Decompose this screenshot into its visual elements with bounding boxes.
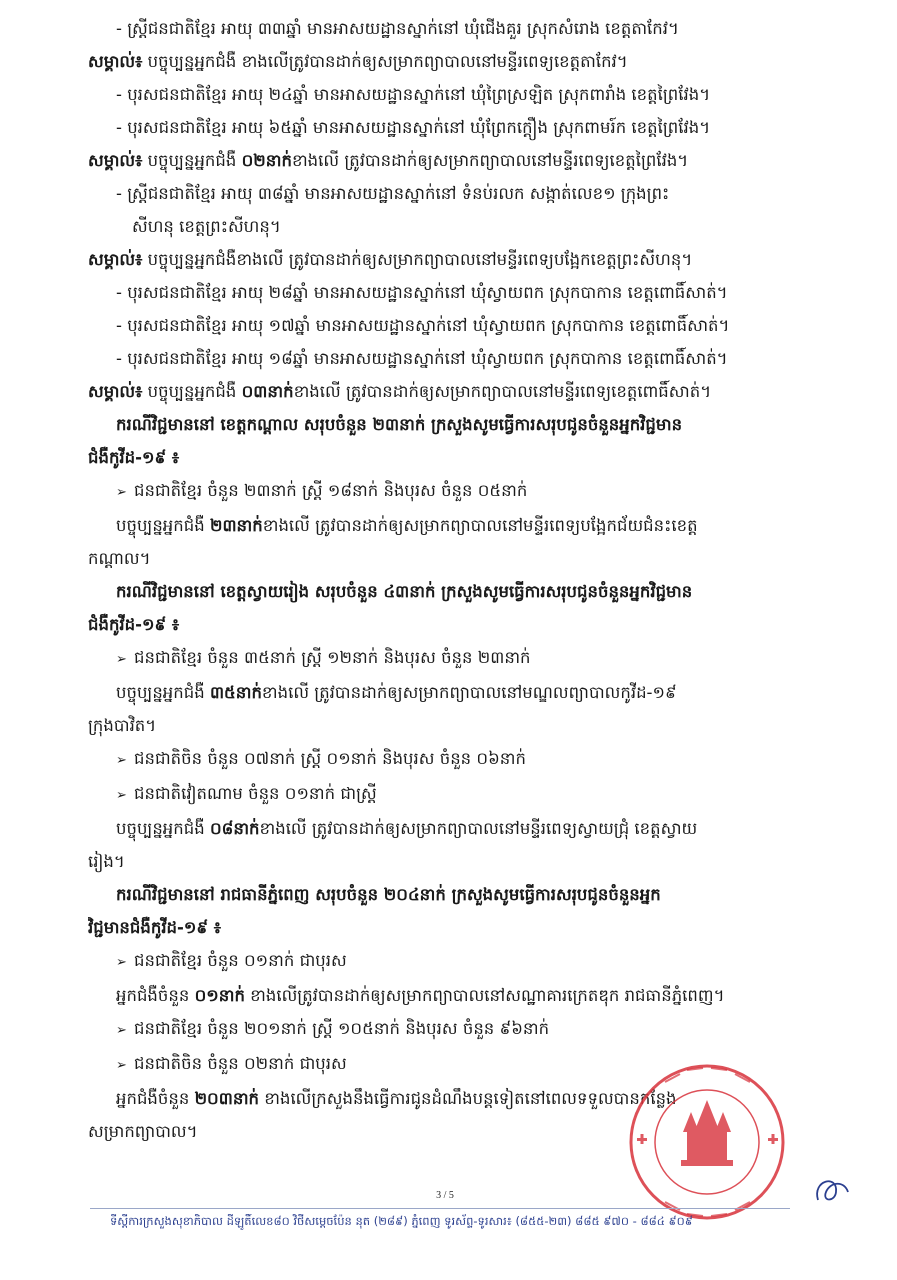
section-heading-continued: ជំងឺកូវីដ-១៩ ៖ (88, 615, 180, 634)
case-line-continued: សីហនុ ខេត្តព្រះសីហនុ។ (132, 217, 281, 236)
section-heading: ករណីវិជ្ជមាននៅ រាជធានីភ្នំពេញ សរុបចំនួន ២០៤នាក់ ក្រសួងសូមធ្វើការសរុបជូនចំនួនអ្នក (116, 885, 661, 904)
arrow-icon: ➢ (116, 753, 127, 768)
note-label: សម្គាល់៖ (88, 382, 143, 401)
paragraph-continued: កណ្ដាល។ (88, 549, 151, 568)
paragraph: បច្ចុប្បន្នអ្នកជំងឺ ០៨នាក់ខាងលើ ត្រូវបានដាក់ឲ្យសម្រាកព្យាបាលនៅមន្ទីរពេទ្យស្វាយជ្រុំ ខេត្តស្វាយ (116, 819, 698, 838)
arrow-item: ➢ ជនជាតិវៀតណាម ចំនួន ០១នាក់ ជាស្ត្រី (88, 777, 858, 812)
paragraph-continued: សម្រាកព្យាបាល។ (88, 1122, 198, 1141)
paragraph: បច្ចុប្បន្នអ្នកជំងឺ ៣៥នាក់ខាងលើ ត្រូវបានដាក់ឲ្យសម្រាកព្យាបាលនៅមណ្ឌលព្យាបាលកូវីដ-១៩ (116, 683, 677, 702)
case-line: - បុរសជនជាតិខ្មែរ អាយុ ១៨ឆ្នាំ មានអាសយដ្ឋានស្នាក់នៅ ឃុំស្វាយពក ស្រុកបាកាន ខេត្តពោធិ៍សាត់។ (116, 349, 728, 368)
case-line: - ស្ត្រីជនជាតិខ្មែរ អាយុ ៣៨ឆ្នាំ មានអាសយដ្ឋានស្នាក់នៅ ទំនប់រលក សង្កាត់លេខ១ ក្រុងព្រះ (116, 184, 670, 203)
section-heading-continued: ជំងឺកូវីដ-១៩ ៖ (88, 448, 180, 467)
footer-divider (90, 1208, 790, 1209)
paragraph: បច្ចុប្បន្នអ្នកជំងឺ ២៣នាក់ខាងលើ ត្រូវបានដាក់ឲ្យសម្រាកព្យាបាលនៅមន្ទីរពេទ្យបង្អែកជ័យជំនះខេត្ត (116, 516, 698, 535)
note-line: សម្គាល់៖ បច្ចុប្បន្នអ្នកជំងឺ ខាងលើត្រូវបានដាក់ឲ្យសម្រាកព្យាបាលនៅមន្ទីរពេទ្យខេត្តតាកែវ។ (88, 52, 628, 71)
note-line: សម្គាល់៖ បច្ចុប្បន្នអ្នកជំងឺ ០២នាក់ខាងលើ ត្រូវបានដាក់ឲ្យសម្រាកព្យាបាលនៅមន្ទីរពេទ្យខេត្តព្រៃវែង។ (88, 151, 689, 170)
arrow-item: ➢ ជនជាតិចិន ចំនួន ០៧នាក់ ស្ត្រី ០១នាក់ និងបុរស ចំនួន ០៦នាក់ (88, 742, 858, 777)
ministry-stamp-icon (625, 1060, 790, 1225)
signature-icon (808, 1170, 858, 1210)
paragraph: អ្នកជំងឺចំនួន ០១នាក់ ខាងលើត្រូវបានដាក់ឲ្យសម្រាកព្យាបាលនៅសណ្ឋាគារក្រេតឌុក រាជធានីភ្នំពេញ។ (116, 986, 725, 1005)
arrow-icon: ➢ (116, 1058, 127, 1073)
section-heading-continued: វិជ្ជមានជំងឺកូវីដ-១៩ ៖ (88, 918, 222, 937)
case-line: - បុរសជនជាតិខ្មែរ អាយុ ៦៥ឆ្នាំ មានអាសយដ្ឋានស្នាក់នៅ ឃុំព្រែកក្ដឿង ស្រុកពាមរ៍ក ខេត្តព្រៃវែង។ (116, 118, 711, 137)
paragraph-continued: រៀង។ (88, 852, 125, 871)
paragraph: អ្នកជំងឺចំនួន ២០៣នាក់ ខាងលើក្រសួងនឹងធ្វើការជូនដំណឹងបន្តទៀតនៅពេលទទួលបានកន្លែង (116, 1089, 677, 1108)
arrow-icon: ➢ (116, 1023, 127, 1038)
arrow-item: ➢ ជនជាតិខ្មែរ ចំនួន ៣៥នាក់ ស្ត្រី ១២នាក់ និងបុរស ចំនួន ២៣នាក់ (88, 641, 858, 676)
page-number: 3 / 5 (436, 1190, 454, 1201)
note-label: សម្គាល់៖ (88, 151, 143, 170)
arrow-icon: ➢ (116, 955, 127, 970)
note-label: សម្គាល់៖ (88, 250, 143, 269)
case-line: - ស្ត្រីជនជាតិខ្មែរ អាយុ ៣៣ឆ្នាំ មានអាសយដ្ឋានស្នាក់នៅ ឃុំជើងគួរ ស្រុកសំរោង ខេត្តតាកែវ។ (116, 19, 679, 38)
arrow-item: ➢ ជនជាតិចិន ចំនួន ០២នាក់ ជាបុរស (88, 1047, 858, 1082)
section-heading: ករណីវិជ្ជមាននៅ ខេត្តស្វាយរៀង សរុបចំនួន ៤៣នាក់ ក្រសួងសូមធ្វើការសរុបជូនចំនួនអ្នកវិជ្ជមាន (116, 582, 693, 601)
case-line: - បុរសជនជាតិខ្មែរ អាយុ ២៤ឆ្នាំ មានអាសយដ្ឋានស្នាក់នៅ ឃុំព្រៃស្រឡិត ស្រុកពារាំង ខេត្តព្រៃវែង។ (116, 85, 711, 104)
paragraph-continued: ក្រុងបាវិត។ (88, 716, 157, 735)
section-heading: ករណីវិជ្ជមាននៅ ខេត្តកណ្ដាល សរុបចំនួន ២៣នាក់ ក្រសួងសូមធ្វើការសរុបជូនចំនួនអ្នកវិជ្ជមាន (116, 415, 683, 434)
arrow-item: ➢ ជនជាតិខ្មែរ ចំនួន ២០១នាក់ ស្ត្រី ១០៥នាក់ និងបុរស ចំនួន ៩៦នាក់ (88, 1012, 858, 1047)
note-line: សម្គាល់៖ បច្ចុប្បន្នអ្នកជំងឺខាងលើ ត្រូវបានដាក់ឲ្យសម្រាកព្យាបាលនៅមន្ទីរពេទ្យបង្អែកខេត្តព្រះសីហនុ។ (88, 250, 693, 269)
arrow-icon: ➢ (116, 652, 127, 667)
note-label: សម្គាល់៖ (88, 52, 143, 71)
note-line: សម្គាល់៖ បច្ចុប្បន្នអ្នកជំងឺ ០៣នាក់ខាងលើ ត្រូវបានដាក់ឲ្យសម្រាកព្យាបាលនៅមន្ទីរពេទ្យខេត្តពោធិ៍សាត់។ (88, 382, 712, 401)
arrow-item: ➢ ជនជាតិខ្មែរ ចំនួន ០១នាក់ ជាបុរស (88, 944, 858, 979)
case-line: - បុរសជនជាតិខ្មែរ អាយុ ២៨ឆ្នាំ មានអាសយដ្ឋានស្នាក់នៅ ឃុំស្វាយពក ស្រុកបាកាន ខេត្តពោធិ៍សាត់។ (116, 283, 728, 302)
arrow-item: ➢ ជនជាតិខ្មែរ ចំនួន ២៣នាក់ ស្ត្រី ១៨នាក់ និងបុរស ចំនួន ០៥នាក់ (88, 474, 858, 509)
arrow-icon: ➢ (116, 788, 127, 803)
case-line: - បុរសជនជាតិខ្មែរ អាយុ ១៧ឆ្នាំ មានអាសយដ្ឋានស្នាក់នៅ ឃុំស្វាយពក ស្រុកបាកាន ខេត្តពោធិ៍សាត់។ (116, 316, 730, 335)
footer-address: ទីស្ដីការក្រសួងសុខាភិបាល ដីឡូតិ៍លេខ៨០ វិថីសម្ដេចប៉ែន នុត (២៨៩) ភ្នំពេញ ទូរស័ព្ទ-ទូរសារ៖ (៨៥៥-២៣) ៨៨៥ ៩៧០ - ៨៨៤ ៩០៩ (110, 1214, 693, 1228)
arrow-icon: ➢ (116, 485, 127, 500)
document-body (88, 12, 858, 1148)
